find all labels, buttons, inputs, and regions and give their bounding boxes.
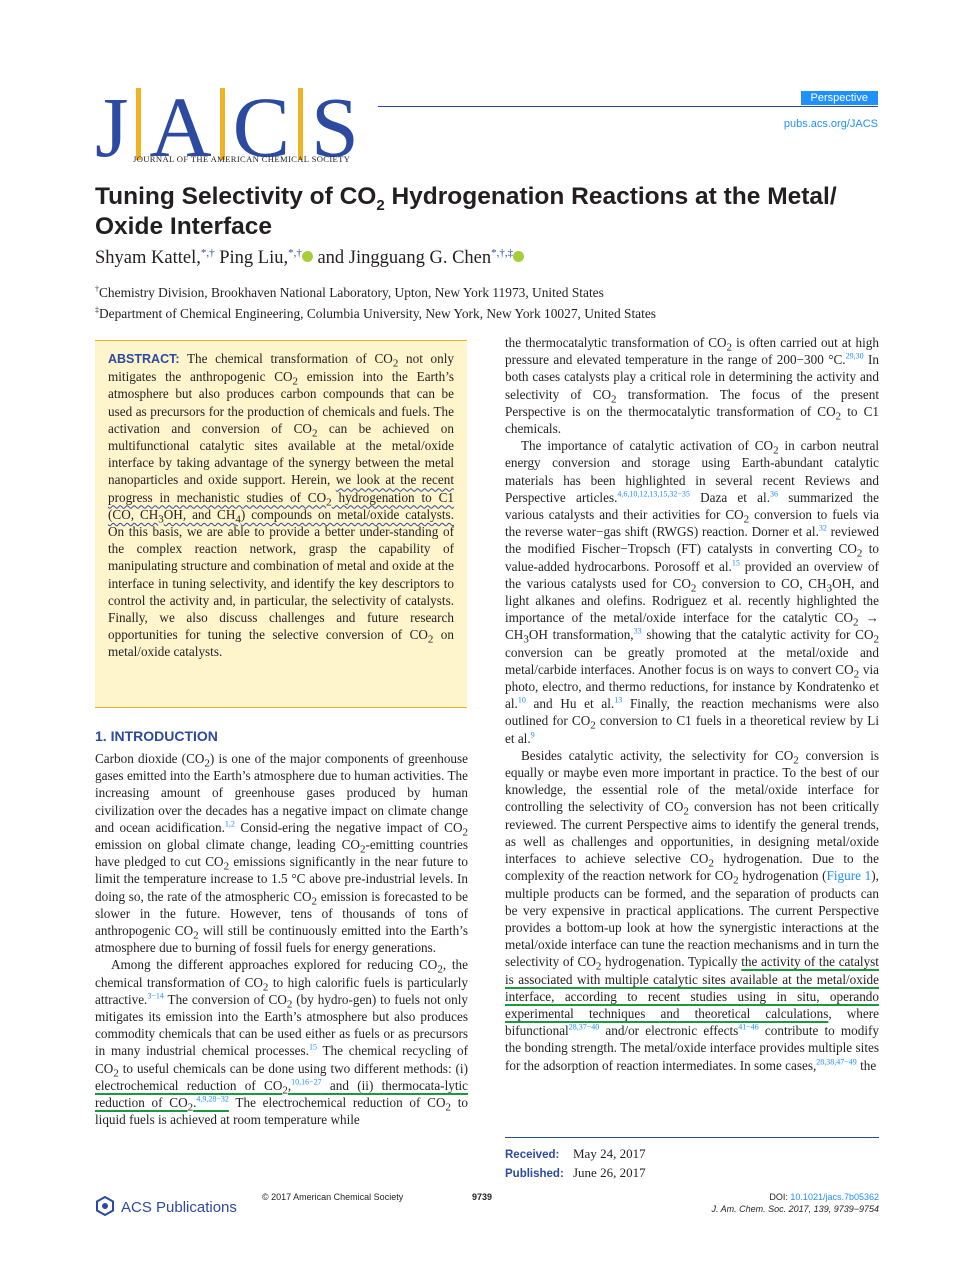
journal-logo xyxy=(95,79,359,175)
dates-rule xyxy=(505,1137,879,1138)
logo-letter-a: A xyxy=(149,79,212,175)
journal-name: JOURNAL OF THE AMERICAN CHEMICAL SOCIETY xyxy=(133,154,351,164)
orcid-icon[interactable] xyxy=(513,251,524,262)
abstract-text: ABSTRACT: The chemical transformation of $CO_2$ not only mitigates the anthropogenic $CO_2$ emission into the Earth’s atmosphere but also produces carbon compounds that can be used as precursors for the production of chemicals and fuels. The activation and conversion of $CO_2$ can be achieved on multifunctional catalytic sites available at the metal/oxide interface by taking advantage of the synergy between the metal nanoparticles and oxide support. Herein, we look at the recent progress in mechanistic studies of $CO_2$ hydrogenation to C1 (CO, $CH_3OH$, and $CH_4$) compounds on metal/oxide catalysts. On this basis, we are able to provide a better under-standing of the complex reaction network, grasp the capability of manipulating structure and combination of metal and oxide at the interface in tuning selectivity, and identify the key descriptors to control the activity and, in particular, the selectivity of catalysts. Finally, we also discuss challenges and future research opportunities for tuning the selective conversion of $CO_2$ on metal/oxide catalysts. xyxy=(108,351,455,660)
acs-hexagon-icon xyxy=(95,1196,115,1216)
orcid-icon[interactable] xyxy=(302,251,313,262)
paragraph: the thermocatalytic transformation of $CO_2$ is often carried out at high pressure and elevated temperature in the range of 200−300 °C.$^{29,30}$ In both cases catalysts play a critical role in determining the activity and selectivity of $CO_2$ transformation. The focus of the present Perspective is on the thermocatalytic transformation of $CO_2$ to C1 chemicals. xyxy=(505,335,879,437)
highlighted-sentence: we look at the recent progress in mechanistic studies of $CO_2$ hydrogenation to C1 (CO, $CH_3OH$, and $CH_4$) compounds on metal/oxide catalysts. xyxy=(108,472,455,526)
page-number: 9739 xyxy=(472,1192,493,1202)
author-chen[interactable]: and Jingguang G. Chen xyxy=(317,248,492,268)
article-type-badge: Perspective xyxy=(801,91,878,105)
paragraph: Carbon dioxide $(CO_2)$ is one of the major components of greenhouse gases emitted into the Earth’s atmosphere due to human activities. The increasing amount of greenhouse gases produced by human civilization over the decades has a negative impact on climate change and ocean acidification.$^{1,2}$ Consid-ering the negative impact of $CO_2$ emission on global climate change, leading $CO_2$-emitting countries have pledged to cut $CO_2$ emissions significantly in the near future to limit the temperature increase to 1.5 °C above pre-industrial levels. In doing so, the rate of the atmospheric $CO_2$ emission is forecasted to be slower in the future. However, tens of thousands of tons of anthropogenic $CO_2$ will still be continuously emitted into the Earth’s atmosphere due to burning of fossil fuels for energy generations. xyxy=(95,751,469,956)
left-column xyxy=(95,750,468,1128)
journal-url-link[interactable]: pubs.acs.org/JACS xyxy=(783,118,878,130)
header-rule xyxy=(378,106,878,107)
affiliation-2: ‡Department of Chemical Engineering, Columbia University, New York, New York 10027, United States xyxy=(95,305,656,321)
article-title: Tuning Selectivity of $CO_2$ Hydrogenation Reactions at the Metal/ Oxide Interface xyxy=(95,183,837,240)
paragraph: The importance of catalytic activation of $CO_2$ in carbon neutral energy conversion and storage using Earth-abundant catalytic materials has been highlighted in several recent Reviews and Perspective articles.$^{4,6,10,12,13,15,32-35}$ Daza et al.$^{36}$ summarized the various catalysts and their activities for $CO_2$ conversion to fuels via the reverse water−gas shift (RWGS) reaction. Dorner et al.$^{32}$ reviewed the modified Fischer−Tropsch (FT) catalysts in converting $CO_2$ to value-added hydrocarbons. Porosoff et al.$^{15}$ provided an overview of the various catalysts used for $CO_2$ conversion to CO, $CH_3OH$, and light alkanes and olefins. Rodriguez et al. recently highlighted the importance of the metal/oxide interface for the catalytic $CO_2 \to CH_3OH$ transformation,$^{33}$ showing that the catalytic activity for $CO_2$ conversion can be greatly promoted at the metal/oxide and metal/carbide interfaces. Another focus is on ways to convert $CO_2$ via photo, electro, and thermo reductions, for instance by Kondratenko et al.$^{10}$ and Hu et al.$^{13}$ Finally, the reaction mechanisms were also outlined for $CO_2$ conversion to C1 fuels in a theoretical review by Li et al.$^9$ xyxy=(505,438,880,746)
logo-letter-j: J xyxy=(95,79,129,175)
paragraph: Among the different approaches explored for reducing $CO_2$, the chemical transformation of $CO_2$ to high calorific fuels is particularly attractive.$^{3-14}$ The conversion of $CO_2$ (by hydro-gen) to fuels not only mitigates its emission into the Earth’s atmosphere but also produces commodity chemicals that can be used either as fuels or as precursors in many industrial chemical processes.$^{15}$ The chemical recycling of $CO_2$ to useful chemicals can be done using two different methods: (i) electrochemical reduction of $CO_2,^{10,16-27}$ and (ii) thermocata-lytic reduction of $CO_2.^{4,9,28-32}$ The electrochemical reduction of $CO_2$ to liquid fuels is achieved at room temperature while xyxy=(95,957,469,1128)
logo-letter-c: C xyxy=(232,79,290,175)
doi-link[interactable]: 10.1021/jacs.7b05362 xyxy=(790,1192,879,1202)
abstract-box xyxy=(95,340,467,708)
author-liu[interactable]: Ping Liu, xyxy=(219,248,289,268)
section-heading: 1. INTRODUCTION xyxy=(95,728,218,744)
doi: DOI: 10.1021/jacs.7b05362 xyxy=(769,1192,879,1202)
publication-dates: Received: May 24, 2017 Published: June 26, 2017 xyxy=(505,1146,646,1180)
author-list: Shyam Kattel,*,† Ping Liu,*,† and Jingguang G. Chen*,†,‡ xyxy=(95,248,524,269)
acs-publications-logo[interactable]: ACS Publications xyxy=(95,1196,237,1216)
logo-letter-s: S xyxy=(310,79,359,175)
copyright: © 2017 American Chemical Society xyxy=(262,1192,404,1202)
highlighted-passage: the activity of the catalyst is associated with multiple catalytic sites available at the metal/oxide interface, according to recent studies using in situ, operando experimental techniques and theoretical calculations xyxy=(505,954,879,1021)
highlighted-passage: electrochemical reduction of $CO_2,^{10,16-27}$ and (ii) thermocata-lytic reduction of $CO_2.^{4,9,28-32}$ xyxy=(95,1077,469,1114)
right-column xyxy=(505,334,879,1074)
affiliation-1: †Chemistry Division, Brookhaven National Laboratory, Upton, New York 11973, United States xyxy=(95,284,604,300)
paragraph: Besides catalytic activity, the selectivity for $CO_2$ conversion is equally or maybe even more important in practice. To the best of our knowledge, the essential role of the metal/oxide interface for controlling the selectivity of $CO_2$ conversion has not been critically reviewed. The current Perspective aims to identify the general trends, as well as challenges and opportunities, in designing metal/oxide interfaces to achieve selective $CO_2$ hydrogenation. Due to the complexity of the reaction network for $CO_2$ hydrogenation (Figure 1), multiple products can be formed, and the separation of products can be very expensive in practical applications. The current Perspective provides a bottom-up look at how the synergistic interactions at the metal/oxide interface can tune the reaction mechanisms and in turn the selectivity of $CO_2$ hydrogenation. Typically the activity of the catalyst is associated with multiple catalytic sites available at the metal/oxide interface, according to recent studies using in situ, operando experimental techniques and theoretical calculations, where bifunctional$^{28,37-40}$ and/or electronic effects$^{41-46}$ contribute to modify the bonding strength. The metal/oxide interface provides multiple sites for the adsorption of reaction intermediates. In some cases,$^{28,38,47-49}$ the xyxy=(505,747,880,1073)
author-kattel[interactable]: Shyam Kattel, xyxy=(95,248,201,268)
figure-link[interactable]: Figure 1 xyxy=(826,868,872,884)
citation: J. Am. Chem. Soc. 2017, 139, 9739−9754 xyxy=(711,1204,879,1214)
